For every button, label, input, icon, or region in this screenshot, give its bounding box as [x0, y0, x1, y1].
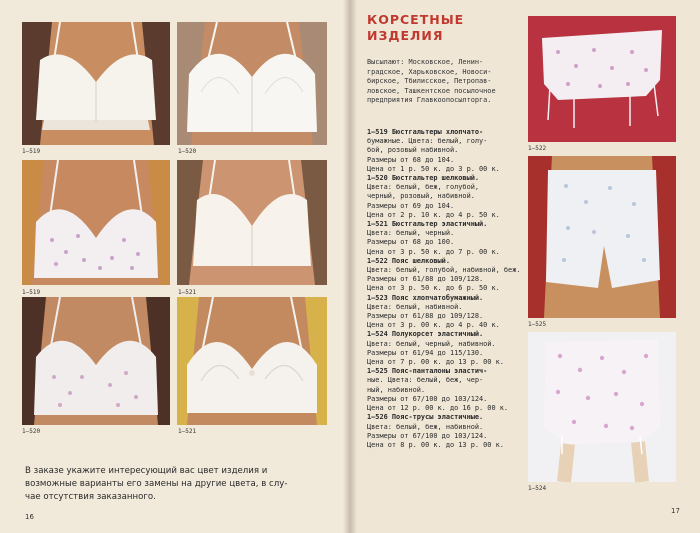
order-note-line: возможные варианты его замены на другие цвета, в слу- [25, 479, 288, 489]
product-line: Цена от 2 р. 10 к. до 4 р. 50 к. [367, 210, 500, 219]
product-line: Размеры от 69 до 104. [367, 201, 455, 210]
intro-line: ловское, Ташкентское посылочное [367, 86, 496, 95]
intro-line: бирское, Тбилисское, Петропав- [367, 77, 492, 85]
product-line: Цвета: белый, беж, набивной. [367, 422, 484, 431]
caption: 1—524 [528, 485, 547, 492]
product-line: Размеры от 67/100 до 103/124. [367, 431, 488, 440]
product-line: Размеры от 68 до 104. [367, 155, 455, 164]
product-line: Цвета: белый, черный, набивной. [367, 339, 496, 348]
page-number-left: 16 [25, 513, 34, 521]
product-item-523 [367, 294, 530, 331]
product-line: Цвета: белый, черный. [367, 229, 455, 238]
product-line: Цвета: белый, голубой, набивной, беж. [367, 266, 521, 275]
product-header: 1—523 Пояс хлопчатобумажный. [367, 293, 484, 302]
product-line: Цена от 1 р. 50 к. до 3 р. 00 к. [367, 164, 500, 173]
product-line: Цена от 12 р. 00 к. до 16 р. 00 к. [367, 404, 509, 413]
intro-line: Высылают: Московское, Ленин- [367, 58, 484, 66]
section-heading [367, 12, 464, 44]
product-item-524 [367, 330, 530, 367]
product-header: 1—526 Пояс-трусы эластичные. [367, 413, 484, 422]
order-note-line: чае отсутствия заказанного. [25, 492, 156, 502]
caption: 1—521 [178, 289, 197, 296]
product-header: 1—521 Бюстгальтер эластичный. [367, 220, 488, 229]
order-note-line: В заказе укажите интересующий вас цвет изделия и [25, 466, 268, 476]
product-line: ный, набивной. [367, 385, 426, 394]
product-header: 1—522 Пояс шелковый. [367, 256, 450, 265]
photo-bra-520-print [22, 297, 170, 425]
product-line: черный, розовый, набивной. [367, 192, 475, 201]
caption: 1—522 [528, 145, 547, 152]
photo-bra-520-satin [177, 22, 327, 145]
photo-bra-521-elastic [177, 160, 327, 285]
intro-line: градское, Харьковское, Новоси- [367, 67, 492, 76]
caption: 1—525 [528, 321, 547, 328]
shipping-intro [367, 58, 530, 106]
caption: 1—520 [22, 428, 41, 435]
page-gutter [343, 0, 357, 533]
caption: 1—520 [178, 148, 197, 155]
product-line: Цена от 3 р. 50 к. до 7 р. 00 к. [367, 247, 500, 256]
photo-bra-519-white [22, 22, 170, 145]
product-line: Цена от 8 р. 00 к. до 13 р. 00 к. [367, 440, 504, 449]
photo-corset-524 [528, 332, 676, 482]
product-line: Цена от 3 р. 50 к. до 6 р. 50 к. [367, 284, 500, 293]
intro-line: предприятия Главкоопосылторга. [367, 96, 492, 104]
product-item-521 [367, 220, 530, 257]
caption: 1—521 [178, 428, 197, 435]
product-header: 1—525 Пояс-панталоны эластич- [367, 367, 488, 376]
product-line: бой, розовый набивной. [367, 146, 459, 155]
page-number-right: 17 [671, 507, 680, 515]
product-item-520 [367, 174, 530, 220]
photo-bra-519-print [22, 160, 170, 285]
product-header: 1—524 Полукорсет эластичный. [367, 330, 484, 339]
photo-panty-525 [528, 156, 676, 318]
heading-line: ИЗДЕЛИЯ [367, 28, 444, 43]
product-line: бумажные. Цвета: белый, голу- [367, 137, 488, 146]
caption: 1—519 [22, 148, 41, 155]
product-item-526 [367, 413, 530, 450]
product-line: Цвета: белый, беж, голубой, [367, 183, 480, 192]
product-header: 1—519 Бюстгальтеры хлопчато- [367, 128, 484, 136]
product-list [367, 128, 530, 450]
product-line: Размеры от 61/88 до 109/128. [367, 312, 484, 321]
product-item-519 [367, 128, 530, 174]
product-item-522 [367, 257, 530, 294]
photo-bra-521-lace [177, 297, 327, 425]
product-line: Цена от 7 р. 00 к. до 13 р. 00 к. [367, 358, 504, 367]
caption: 1—519 [22, 289, 41, 296]
product-header: 1—520 Бюстгальтер шелковый. [367, 174, 480, 183]
photo-girdle-522 [528, 16, 676, 142]
order-note [25, 465, 340, 504]
product-item-525 [367, 367, 530, 413]
product-line: Размеры от 67/100 до 103/124. [367, 394, 488, 403]
product-line: Размеры от 61/88 до 109/128. [367, 275, 484, 284]
product-line: ные. Цвета: белый, беж, чер- [367, 376, 484, 385]
product-line: Цена от 3 р. 00 к. до 4 р. 40 к. [367, 321, 500, 330]
product-line: Цвета: белый, набивной. [367, 302, 463, 311]
heading-line: КОРСЕТНЫЕ [367, 12, 465, 27]
product-line: Размеры от 68 до 100. [367, 238, 455, 247]
product-line: Размеры от 61/94 до 115/130. [367, 348, 484, 357]
